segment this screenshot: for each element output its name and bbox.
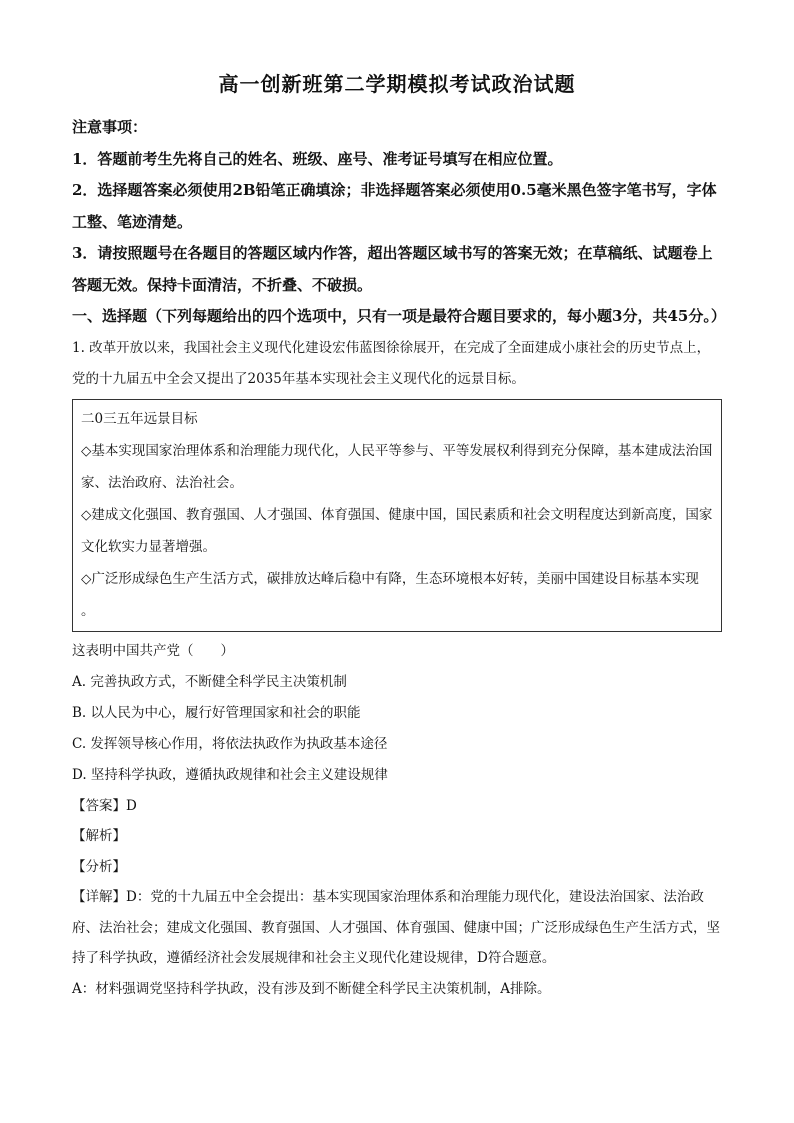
material-box [72,399,722,632]
exclusion-a-text: A：材料强调党坚持科学执政，没有涉及到不断健全科学民主决策机制，A排除。 [72,980,551,997]
material-item-1: ◇基本实现国家治理体系和治理能力现代化，人民平等参与、平等发展权利得到充分保障，基本建成法治国家、法治政府、法治社会。 [81,442,713,491]
material-heading: 二0三五年远景目标 [81,410,198,427]
exam-page [72,70,726,1004]
notice-heading: 注意事项： [72,118,148,136]
notice-item-1: 1．答题前考生先将自己的姓名、班级、座号、准考证号填写在相应位置。 [72,149,563,168]
notice-block [72,112,722,301]
material-item-3: ◇广泛形成绿色生产生活方式，碳排放达峰后稳中有降，生态环境根本好转，美丽中国建设目标基本实现 。 [81,570,699,619]
answer-label: 【答案】D [72,797,137,814]
page-title: 高一创新班第二学期模拟考试政治试题 [218,72,576,96]
notice-item-2: 2．选择题答案必须使用2B铅笔正确填涂；非选择题答案必须使用0.5毫米黑色签字笔书写，字体工整、笔迹清楚。 [72,181,717,231]
notice-item-3: 3．请按照题号在各题目的答题区域内作答，超出答题区域书写的答案无效；在草稿纸、试题卷上答题无效。保持卡面清洁，不折叠、不破损。 [72,244,713,294]
question-stem: 1. 改革开放以来，我国社会主义现代化建设宏伟蓝图徐徐展开，在完成了全面建成小康社会的历史节点上，党的十九届五中全会又提出了2035年基本实现社会主义现代化的远景目标。 [72,339,711,387]
detail-text: 【详解】D：党的十九届五中全会提出：基本实现国家治理体系和治理能力现代化，建设法治国家、法治政府、法治社会；建成文化强国、教育强国、人才强国、体育强国、健康中国；广泛形成绿色生产生活方式，坚持了科学执政，遵循经济社会发展规律和社会主义现代化建设规律，D符合题意。 [72,889,720,966]
option-d: D. 坚持科学执政，遵循执政规律和社会主义建设规律 [72,766,388,783]
option-a: A. 完善执政方式，不断健全科学民主决策机制 [72,673,347,690]
question-prompt: 这表明中国共产党（ ） [72,642,234,659]
option-c: C. 发挥领导核心作用，将依法执政作为执政基本途径 [72,735,388,752]
analysis-label: 【解析】 [72,828,126,844]
section-heading: 一、选择题（下列每题给出的四个选项中，只有一项是最符合题目要求的，每小题3分，共45分。） [72,307,726,325]
fenxi-label: 【分析】 [72,858,126,875]
material-item-2: ◇建成文化强国、教育强国、人才强国、体育强国、健康中国，国民素质和社会文明程度达到新高度，国家文化软实力显著增强。 [81,506,713,555]
option-b: B. 以人民为中心，履行好管理国家和社会的职能 [72,704,361,721]
